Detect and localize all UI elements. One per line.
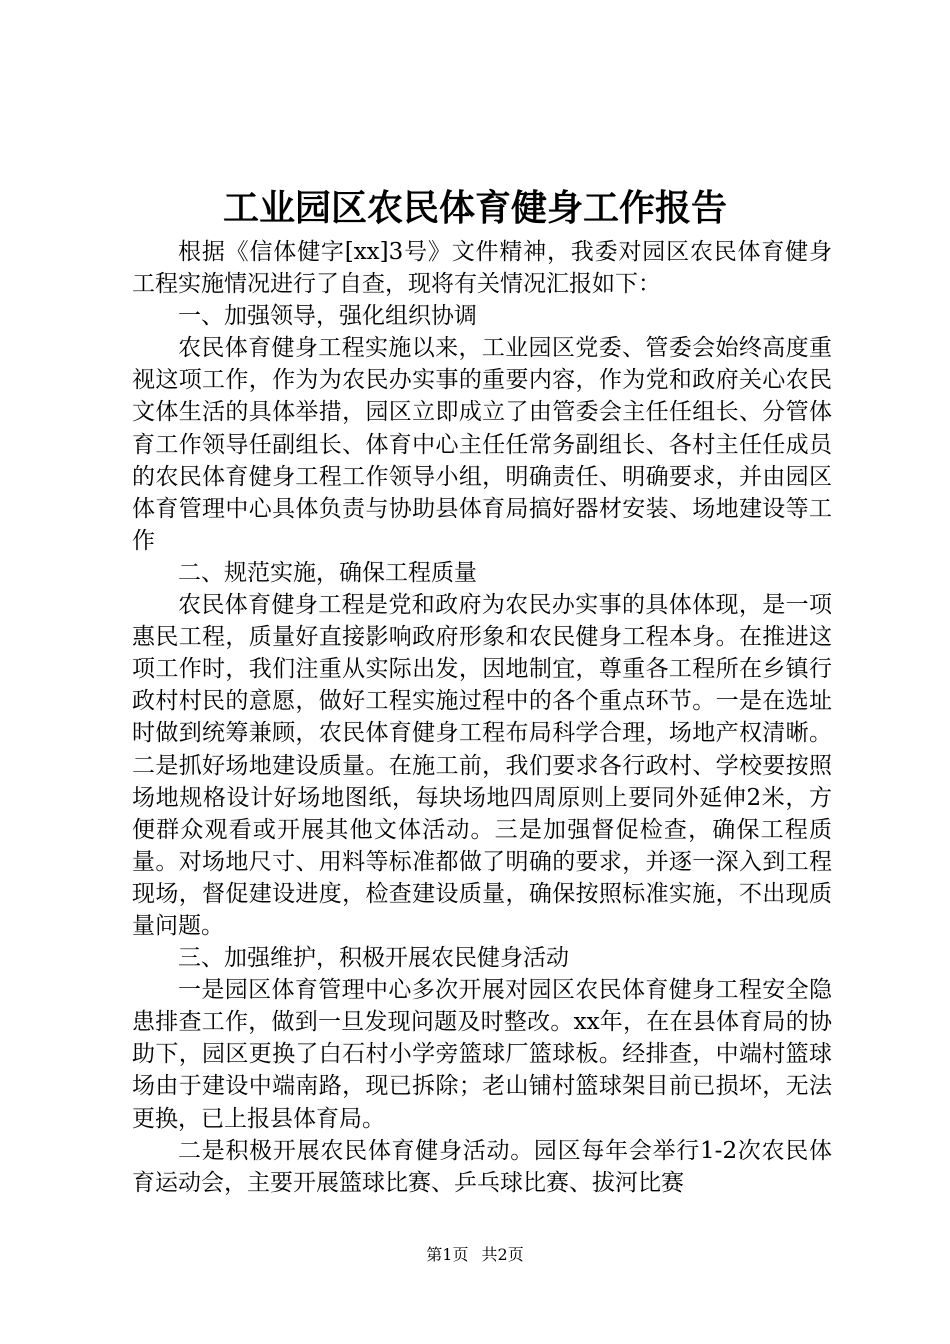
paragraph-section-3b: 二是积极开展农民体育健身活动。园区每年会举行1-2次农民体育运动会，主要开展篮球比赛、乒乓球比赛、拔河比赛 xyxy=(132,1137,832,1196)
document-title: 工业园区农民体育健身工作报告 xyxy=(222,187,727,229)
paragraph-section-2: 农民体育健身工程是党和政府为农民办实事的具体体现，是一项惠民工程，质量好直接影响政府形象和农民健身工程本身。在推进这项工作时，我们注重从实际出发，因地制宜，尊重各工程所在乡镇行政村村民的意愿，做好工程实施过程中的各个重点环节。一是在选址时做到统筹兼顾，农民体育健身工程布局科学合理，场地产权清晰。二是抓好场地建设质量。在施工前，我们要求各行政村、学校要按照场地规格设计好场地图纸，每块场地四周原则上要同外延伸2米，方便群众观看或开展其他文体活动。三是加强督促检查，确保工程质量。对场地尺寸、用料等标准都做了明确的要求，并逐一深入到工程现场，督促建设进度，检查建设质量，确保按照标准实施，不出现质量问题。 xyxy=(132,592,832,939)
page-footer xyxy=(0,1245,950,1265)
section-heading-1: 一、加强领导，强化组织协调 xyxy=(178,303,477,330)
section-heading-3: 三、加强维护，积极开展农民健身活动 xyxy=(178,945,569,972)
paragraph-intro: 根据《信体健字[xx]3号》文件精神，我委对园区农民体育健身工程实施情况进行了自查，现将有关情况汇报如下： xyxy=(132,239,832,298)
page-number-total: 共2页 xyxy=(481,1245,524,1264)
page-number-current: 第1页 xyxy=(426,1245,469,1264)
section-heading-2: 二、规范实施，确保工程质量 xyxy=(178,559,477,586)
paragraph-section-1: 农民体育健身工程实施以来，工业园区党委、管委会始终高度重视这项工作，作为为农民办实事的重要内容，作为党和政府关心农民文体生活的具体举措，园区立即成立了由管委会主任任组长、分管体育工作领导任副组长、体育中心主任任常务副组长、各村主任任成员的农民体育健身工程工作领导小组，明确责任、明确要求，并由园区体育管理中心具体负责与协助县体育局搞好器材安装、场地建设等工作 xyxy=(132,335,832,554)
paragraph-section-3a: 一是园区体育管理中心多次开展对园区农民体育健身工程安全隐患排查工作，做到一旦发现问题及时整改。xx年，在在县体育局的协助下，园区更换了白石村小学旁篮球厂篮球板。经排查，中端村篮球场由于建设中端南路，现已拆除；老山铺村篮球架目前已损坏，无法更换，已上报县体育局。 xyxy=(132,977,832,1132)
document-body xyxy=(132,236,832,1199)
